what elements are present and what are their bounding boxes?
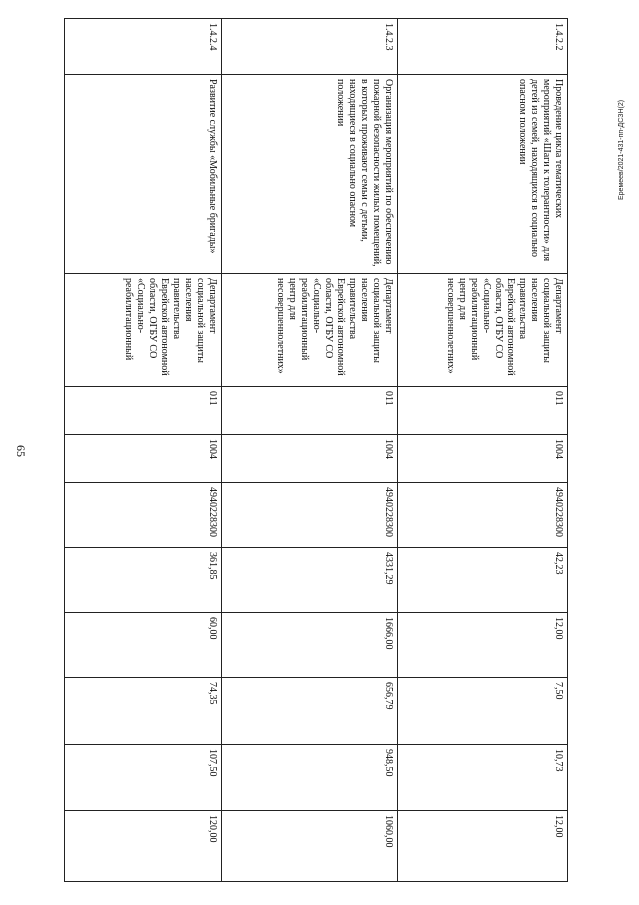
total-value: 361,85 [65, 548, 222, 613]
year-value-4: 12,00 [398, 811, 568, 882]
program-measures-table [64, 18, 568, 882]
measure-name: Организация мероприятий по обеспечению пожарной безопасности жилых помещений, в которых проживают семьи с детьми, находящиеся в социально опасном положении [222, 75, 398, 274]
csr-code: 4940228300 [65, 483, 222, 548]
total-value: 4331,29 [222, 548, 398, 613]
page-number: 65 [14, 445, 28, 457]
year-value-4: 1060,00 [222, 811, 398, 882]
grbs-code: 011 [65, 387, 222, 435]
measure-executor: Департамент социальной защиты населения правительства Еврейской автономной области, ОГБУ СО «Социально-реабилитационный [65, 274, 222, 387]
year-value-2: 74,35 [65, 678, 222, 745]
rzpr-code: 1004 [222, 435, 398, 483]
table-row [65, 19, 222, 882]
measure-code: 1.4.2.4 [65, 19, 222, 75]
measure-code: 1.4.2.3 [222, 19, 398, 75]
year-value-4: 120,00 [65, 811, 222, 882]
grbs-code: 011 [222, 387, 398, 435]
rzpr-code: 1004 [65, 435, 222, 483]
year-value-1: 12,00 [398, 613, 568, 678]
total-value: 42,23 [398, 548, 568, 613]
table-row [222, 19, 398, 882]
measure-executor: Департамент социальной защиты населения правительства Еврейской автономной области, ОГБУ СО «Социально-реабилитационный центр для несовершеннолетних» [222, 274, 398, 387]
year-value-1: 1666,00 [222, 613, 398, 678]
measure-name: Проведение цикла тематических мероприятий «Шаги к толерантности» для детей из семей, находящихся в социально опасном положении [398, 75, 568, 274]
rzpr-code: 1004 [398, 435, 568, 483]
grbs-code: 011 [398, 387, 568, 435]
document-footer-note: Еремеев/2021-431-пп-ДСЗН(2) [618, 99, 625, 200]
year-value-2: 7,50 [398, 678, 568, 745]
measure-code: 1.4.2.2 [398, 19, 568, 75]
table-row [398, 19, 568, 882]
csr-code: 4940228300 [222, 483, 398, 548]
csr-code: 4940228300 [398, 483, 568, 548]
year-value-1: 60,00 [65, 613, 222, 678]
year-value-3: 107,50 [65, 745, 222, 811]
year-value-3: 10,73 [398, 745, 568, 811]
rotated-table-container [65, 18, 568, 881]
year-value-2: 656,79 [222, 678, 398, 745]
measure-name: Развитие службы «Мобильные бригады» [65, 75, 222, 274]
year-value-3: 948,50 [222, 745, 398, 811]
measure-executor: Департамент социальной защиты населения правительства Еврейской автономной области, ОГБУ СО «Социально-реабилитационный центр для несовершеннолетних» [398, 274, 568, 387]
